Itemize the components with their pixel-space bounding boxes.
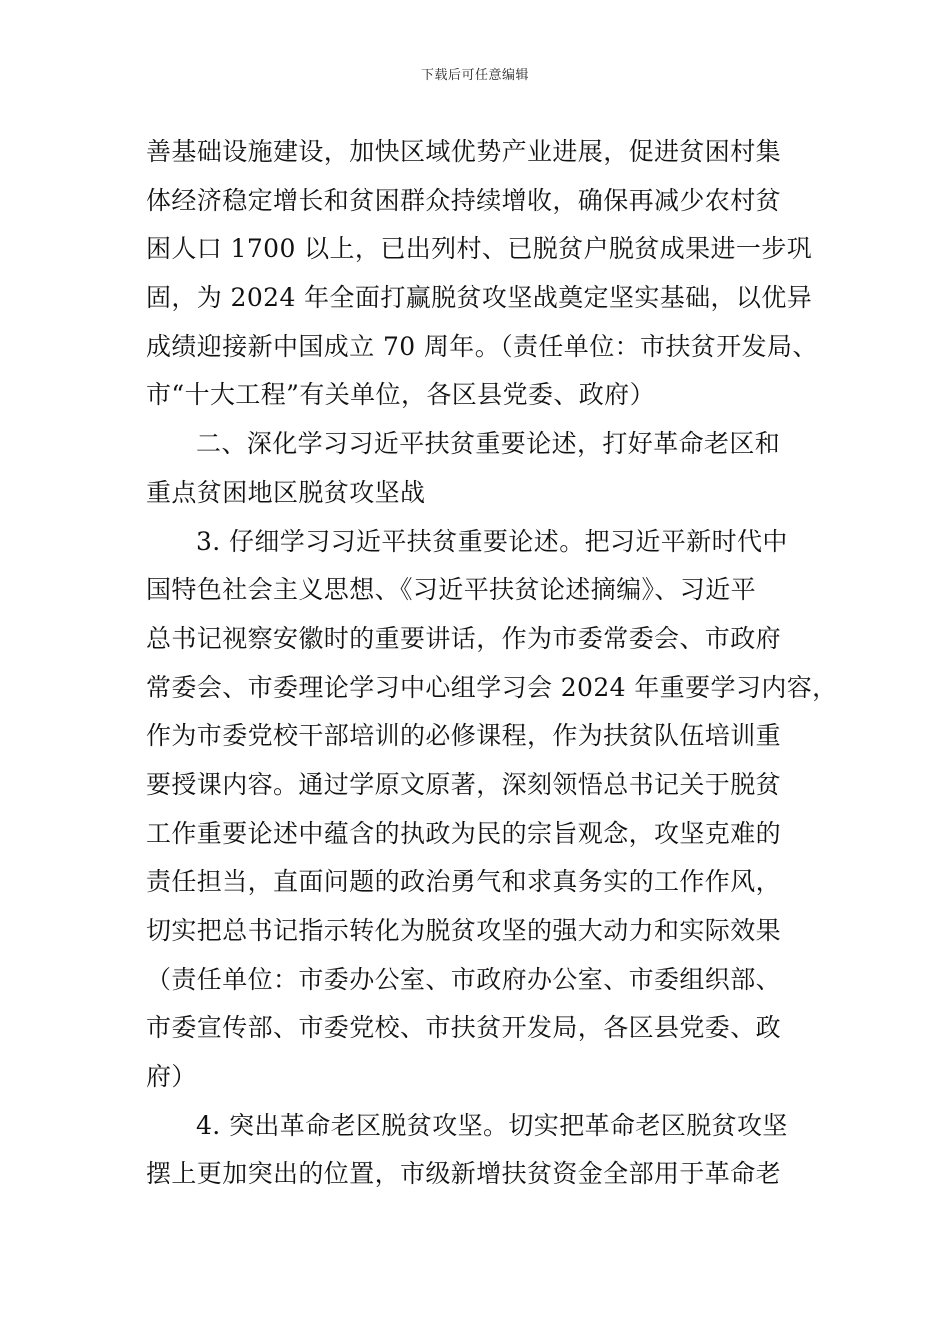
text-line: 国特色社会主义思想、《习近平扶贫论述摘编》、习近平 <box>146 575 757 605</box>
item-4-first-line: 4. 突出革命老区脱贫攻坚。切实把革命老区脱贫攻坚 <box>196 1110 788 1140</box>
text-line: 要授课内容。通过学原文原著，深刻领悟总书记关于脱贫 <box>146 769 782 799</box>
text-line: 困人口 1700 以上，已出列村、已脱贫户脱贫成果进一步巩 <box>146 234 813 264</box>
text-line: 责任担当，直面问题的政治勇气和求真务实的工作作风， <box>146 867 782 897</box>
document-body <box>146 128 838 1199</box>
text-line: 总书记视察安徽时的重要讲话，作为市委常委会、市政府 <box>146 623 782 653</box>
text-line: 作为市委党校干部培训的必修课程，作为扶贫队伍培训重 <box>146 721 782 751</box>
text-line: 市委宣传部、市委党校、市扶贫开发局，各区县党委、政 <box>146 1013 782 1043</box>
text-line: 摆上更加突出的位置，市级新增扶贫资金全部用于革命老 <box>146 1159 782 1189</box>
section-heading-line: 二、深化学习习近平扶贫重要论述，打好革命老区和 <box>196 429 781 459</box>
item-3-first-line: 3. 仔细学习习近平扶贫重要论述。把习近平新时代中 <box>196 526 788 556</box>
text-line: 固，为 2024 年全面打赢脱贫攻坚战奠定坚实基础，以优异 <box>146 283 813 313</box>
text-line: 常委会、市委理论学习中心组学习会 2024 年重要学习内容， <box>146 672 838 702</box>
section-heading-line: 重点贫困地区脱贫攻坚战 <box>146 477 426 507</box>
text-line: 成绩迎接新中国成立 70 周年。（责任单位：市扶贫开发局、 <box>146 331 818 361</box>
text-line: 体经济稳定增长和贫困群众持续增收，确保再减少农村贫 <box>146 185 782 215</box>
text-line: 善基础设施建设，加快区域优势产业进展，促进贫困村集 <box>146 137 782 166</box>
text-line: 市“十大工程”有关单位，各区县党委、政府） <box>146 380 655 410</box>
text-line: 工作重要论述中蕴含的执政为民的宗旨观念，攻坚克难的 <box>146 818 782 848</box>
text-line: 府） <box>146 1062 197 1092</box>
text-line: （责任单位：市委办公室、市政府办公室、市委组织部、 <box>146 964 782 994</box>
text-line: 切实把总书记指示转化为脱贫攻坚的强大动力和实际效果 <box>146 916 782 945</box>
page-header: 下载后可任意编辑 <box>420 68 529 83</box>
